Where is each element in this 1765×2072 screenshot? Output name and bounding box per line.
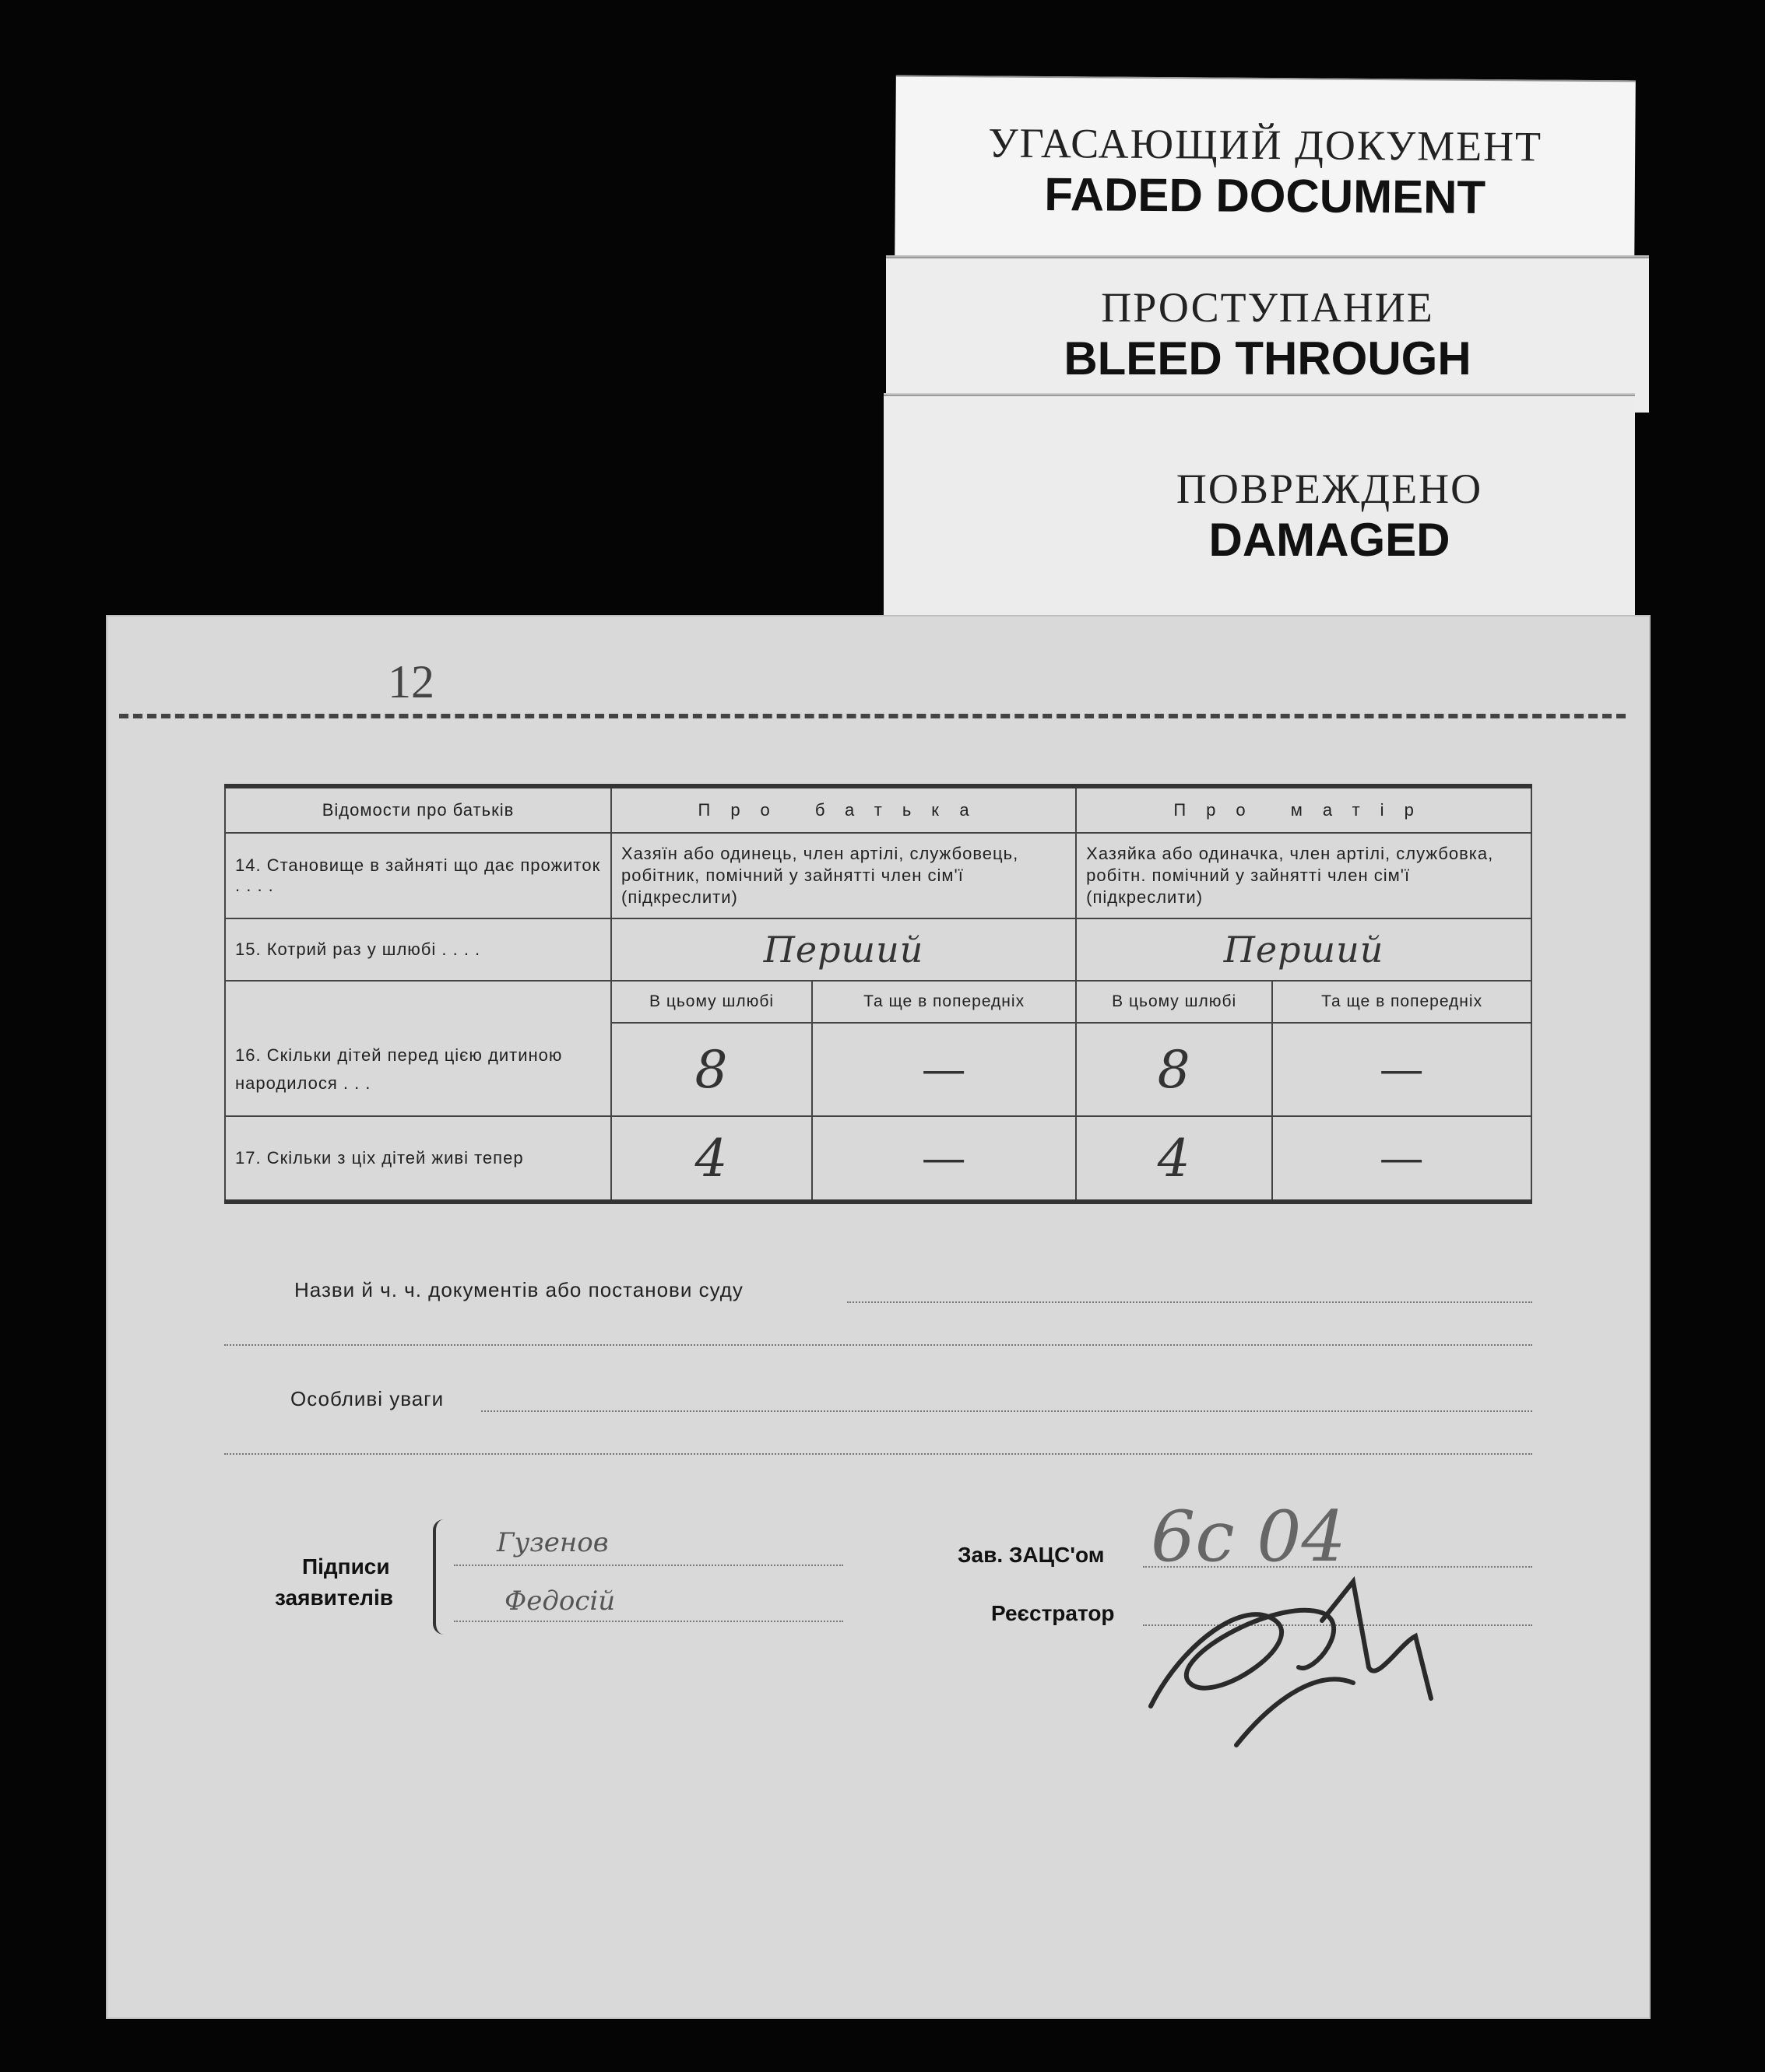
- row14-label: 14. Становище в зайняті що дає прожиток . . . .: [225, 833, 611, 918]
- applicant-line-2: [454, 1621, 843, 1622]
- subheader-spacer: [225, 981, 611, 1023]
- damaged-label: [884, 393, 1635, 620]
- registrar-label: Реєстратор: [991, 1601, 1115, 1625]
- remarks-label: Особливі уваги: [290, 1387, 445, 1410]
- applicant-line-1: [454, 1565, 843, 1566]
- parents-info-table: [224, 784, 1532, 1204]
- row15-label: 15. Котрий раз у шлюбі . . . .: [225, 918, 611, 981]
- header-parents-info: Відомости про батьків: [225, 786, 611, 833]
- damaged-label-en: DAMAGED: [1208, 514, 1450, 566]
- perforation-line: [119, 714, 1626, 718]
- row15-father-value: Перший: [611, 918, 1076, 981]
- bleed-through-label: [886, 255, 1649, 413]
- applicants-label-2: заявителів: [275, 1586, 393, 1610]
- damaged-label-ru: ПОВРЕЖДЕНО: [1176, 465, 1483, 512]
- bleed-label-ru: ПРОСТУПАНИЕ: [1101, 284, 1434, 331]
- row16-mother-prev: —: [1272, 1023, 1531, 1116]
- subheader-father-this: В цьому шлюбі: [611, 981, 812, 1023]
- row14-father-options: Хазяїн або одинець, член артілі, службовець, робітник, помічний у зайнятті член сім'ї (підкреслити): [611, 833, 1076, 918]
- faded-label-en: FADED DOCUMENT: [1044, 168, 1486, 223]
- subheader-mother-this: В цьому шлюбі: [1076, 981, 1272, 1023]
- page-mark: 12: [388, 656, 434, 708]
- head-zags-label: Зав. ЗАЦС'ом: [958, 1543, 1105, 1567]
- row17-father-this: 4: [611, 1116, 812, 1202]
- row17-father-prev: —: [812, 1116, 1076, 1202]
- remarks-line-1: [481, 1410, 1532, 1412]
- header-father: Про батька: [611, 786, 1076, 833]
- applicant-signature-1: Гузенов: [497, 1527, 609, 1558]
- header-mother: Про матір: [1076, 786, 1531, 833]
- row16-father-this: 8: [611, 1023, 812, 1116]
- bleed-label-en: BLEED THROUGH: [1064, 332, 1471, 385]
- row17-label: 17. Скільки з ціх дітей живі тепер: [225, 1116, 611, 1202]
- applicant-signature-2: Федосій: [505, 1586, 616, 1617]
- row16-mother-this: 8: [1076, 1023, 1272, 1116]
- remarks-line-2: [224, 1453, 1532, 1455]
- subheader-father-prev: Та ще в попередніх: [812, 981, 1076, 1023]
- document-sheet: [106, 615, 1651, 2019]
- row16-label: 16. Скільки дітей перед цією дитиною народилося . . .: [225, 1023, 611, 1116]
- row17-mother-this: 4: [1076, 1116, 1272, 1202]
- faded-document-label: [895, 76, 1636, 268]
- row14-mother-options: Хазяйка або одиначка, член артілі, службовка, робітн. помічний у зайнятті член сім'ї (підкреслити): [1076, 833, 1531, 918]
- faded-label-ru: УГАСАЮЩИЙ ДОКУМЕНТ: [988, 119, 1543, 170]
- row17-mother-prev: —: [1272, 1116, 1531, 1202]
- documents-label: Назви й ч. ч. документів або постанови суду: [294, 1278, 744, 1301]
- documents-line-2: [224, 1344, 1532, 1346]
- subheader-mother-prev: Та ще в попередніх: [1272, 981, 1531, 1023]
- signature-brace: [433, 1519, 450, 1635]
- row15-mother-value: Перший: [1076, 918, 1531, 981]
- applicants-label-1: Підписи: [302, 1554, 390, 1579]
- documents-line-1: [847, 1301, 1532, 1303]
- row16-father-prev: —: [812, 1023, 1076, 1116]
- stamp-number: 6с 04: [1151, 1496, 1346, 1578]
- registrar-signature: [1120, 1550, 1524, 1768]
